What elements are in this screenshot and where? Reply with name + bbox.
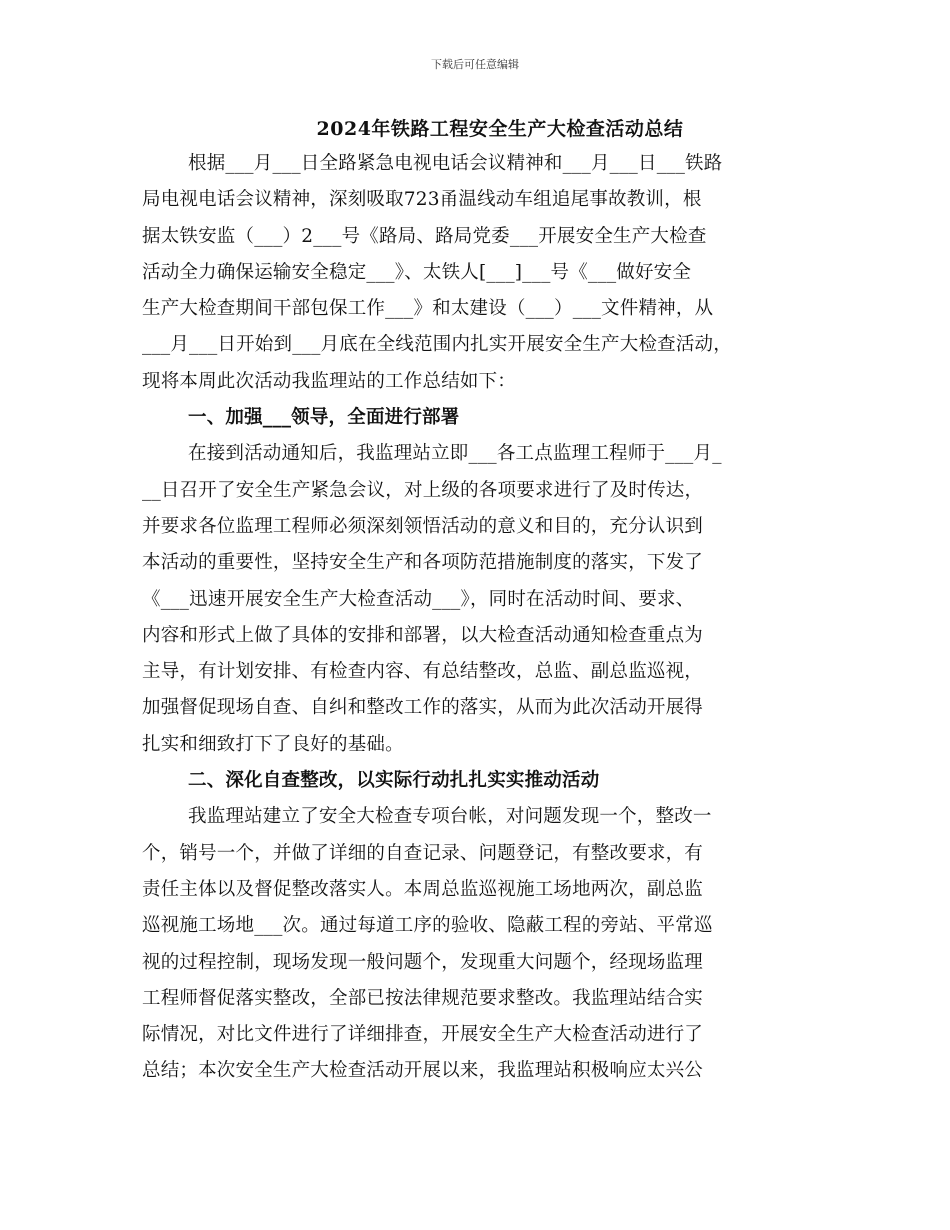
- paragraph-line: 并要求各位监理工程师必须深刻领悟活动的意义和目的，充分认识到: [142, 515, 704, 537]
- paragraph-line: 扎实和细致打下了良好的基础。: [142, 733, 404, 755]
- header-note: 下载后可任意编辑: [431, 58, 519, 71]
- paragraph-line: __日召开了安全生产紧急会议，对上级的各项要求进行了及时传达，: [142, 479, 704, 501]
- paragraph-line: 本活动的重要性，坚持安全生产和各项防范措施制度的落实，下发了: [142, 552, 704, 574]
- paragraph-line: 个，销号一个，并做了详细的自查记录、问题登记，有整改要求，有: [142, 842, 704, 864]
- paragraph-line: 责任主体以及督促整改落实人。本周总监巡视施工场地两次，副总监: [142, 878, 704, 900]
- paragraph-line: 主导，有计划安排、有检查内容、有总结整改，总监、副总监巡视，: [142, 661, 704, 683]
- paragraph-line: 根据___月___日全路紧急电视电话会议精神和___月___日___铁路: [188, 153, 723, 174]
- document-body: [142, 146, 822, 1090]
- paragraph-line: 活动全力确保运输安全稳定___》、太铁人[___]___号《___做好安全: [142, 261, 692, 283]
- paragraph-line: 现将本周此次活动我监理站的工作总结如下：: [142, 370, 517, 392]
- paragraph-line: 际情况，对比文件进行了详细排查，开展安全生产大检查活动进行了: [142, 1024, 704, 1046]
- paragraph-line: 《___迅速开展安全生产大检查活动___》，同时在活动时间、要求、: [142, 588, 695, 610]
- paragraph-line: 工程师督促落实整改，全部已按法律规范要求整改。我监理站结合实: [142, 987, 704, 1009]
- paragraph-line: ___月___日开始到___月底在全线范围内扎实开展安全生产大检查活动，: [142, 334, 732, 356]
- paragraph-line: 在接到活动通知后，我监理站立即___各工点监理工程师于___月_: [188, 443, 722, 465]
- paragraph-line: 总结；本次安全生产大检查活动开展以来，我监理站积极响应太兴公: [142, 1060, 704, 1082]
- paragraph-line: 内容和形式上做了具体的安排和部署，以大检查活动通知检查重点为: [142, 624, 704, 646]
- paragraph-line: 据太铁安监（___）2___号《路局、路局党委___开展安全生产大检查: [142, 225, 707, 247]
- section-heading: 二、深化自查整改，以实际行动扎扎实实推动活动: [188, 770, 600, 792]
- paragraph-line: 我监理站建立了安全大检查专项台帐，对问题发现一个，整改一: [188, 806, 712, 828]
- section-heading: 一、加强___领导，全面进行部署: [188, 407, 460, 429]
- paragraph-line: 生产大检查期间干部包保工作___》和太建设（___）___文件精神，从: [142, 298, 714, 320]
- paragraph-line: 加强督促现场自查、自纠和整改工作的落实，从而为此次活动开展得: [142, 697, 704, 719]
- document-title: 2024年铁路工程安全生产大检查活动总结: [316, 118, 684, 140]
- paragraph-line: 巡视施工场地___次。通过每道工序的验收、隐蔽工程的旁站、平常巡: [142, 915, 713, 937]
- paragraph-line: 局电视电话会议精神，深刻吸取723甬温线动车组追尾事故教训，根: [142, 189, 702, 211]
- paragraph-line: 视的过程控制，现场发现一般问题个，发现重大问题个，经现场监理: [142, 951, 704, 973]
